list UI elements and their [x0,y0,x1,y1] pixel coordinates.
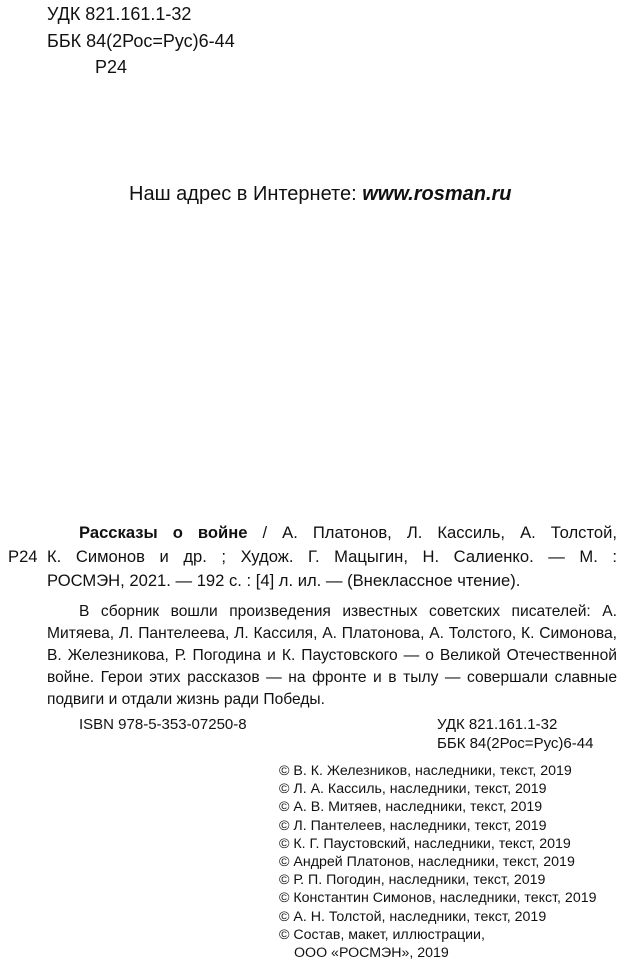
copyright-line: © Р. П. Погодин, наследники, текст, 2019 [279,872,546,889]
copyright-line: © Состав, макет, иллюстрации, [279,926,485,943]
website-prefix: Наш адрес в Интернете: [129,183,357,205]
bibliography-record [47,521,617,593]
copyright-block [279,762,597,962]
bbk-code: ББК 84(2Рос=Рус)6-44 [47,31,235,51]
copyright-line: ООО «РОСМЭН», 2019 [294,945,449,962]
copyright-line: © К. Г. Паустовский, наследники, текст, 2019 [279,835,571,852]
website-url[interactable]: www.rosman.ru [362,183,512,205]
copyright-line: © Л. Пантелеев, наследники, текст, 2019 [279,817,547,834]
bibliography-author-mark: Р24 [8,547,38,566]
footer-bbk-code: ББК 84(2Рос=Рус)6-44 [437,735,594,752]
copyright-line: © А. Н. Толстой, наследники, текст, 2019 [279,908,547,925]
website-line [129,183,512,206]
footer-udk-code: УДК 821.161.1-32 [437,716,558,733]
copyright-line: © Константин Симонов, наследники, текст, 2019 [279,890,597,907]
copyright-line: © В. К. Железников, наследники, текст, 2019 [279,763,572,779]
copyright-line: © А. В. Митяев, наследники, текст, 2019 [279,799,543,816]
annotation-text: В сборник вошли произведения известных советских писателей: А. Митяева, Л. Пантелеева, Л. Кассиля, А. Платонова, А. Толстого, К. Симонова, В. Железникова, Р. Погодина и К. Паустовского — о Великой Отечественной войне. Герои этих рассказов — на фронте и в тылу — совершали славные подвиги и отдали жизнь ради Победы. [47,603,617,708]
bibliography-line-2: К. Симонов и др. ; Худож. Г. Мацыгин, Н. Салиенко. — М. : [47,547,617,566]
bibliography-line-1: Рассказы о войне / А. Платонов, Л. Кассиль, А. Толстой, [79,523,617,542]
copyright-line: © Л. А. Кассиль, наследники, текст, 2019 [279,781,547,798]
author-mark: Р24 [95,57,128,77]
isbn: ISBN 978-5-353-07250-8 [79,716,247,733]
udk-code: УДК 821.161.1-32 [47,4,192,24]
copyright-line: © Андрей Платонов, наследники, текст, 2019 [279,854,575,871]
book-title: Рассказы о войне [79,523,248,542]
bibliography-line-3: РОСМЭН, 2021. — 192 с. : [4] л. ил. — (Внеклассное чтение). [47,571,521,590]
